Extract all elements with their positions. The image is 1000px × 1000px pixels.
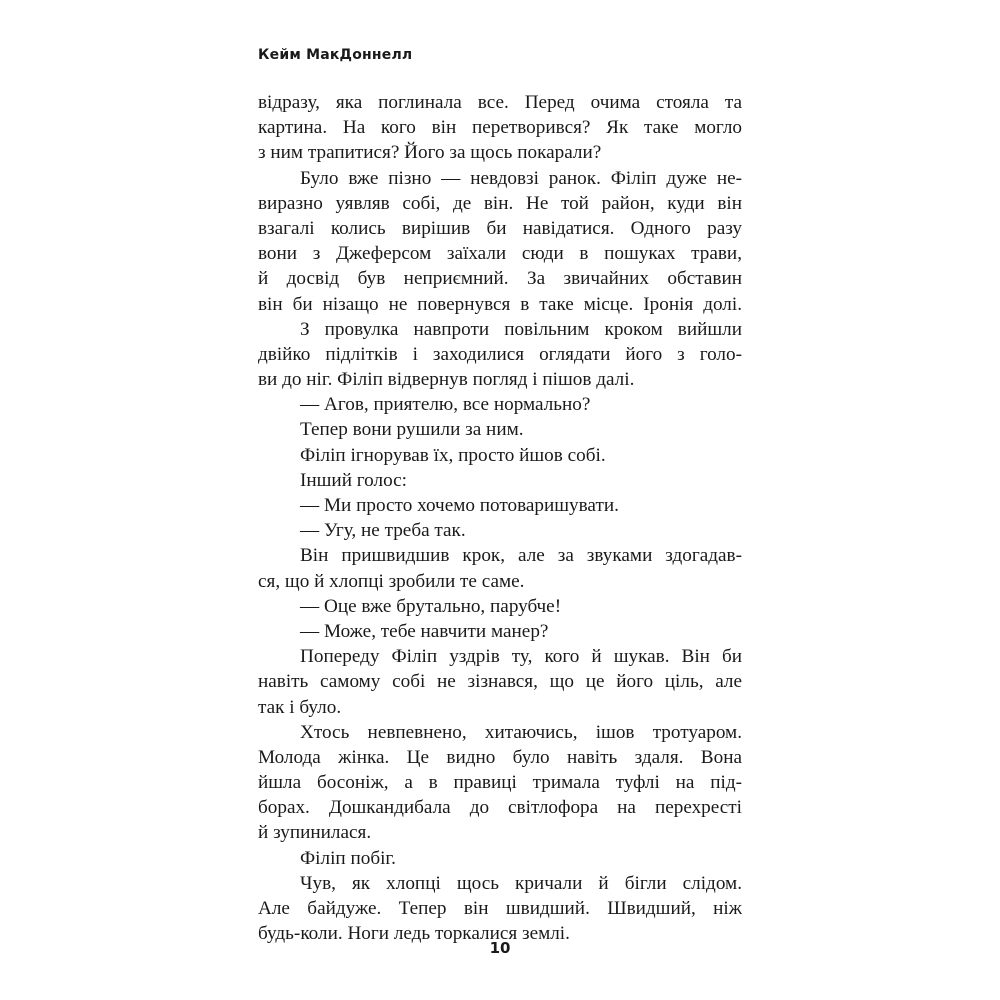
text-line: двійко підлітків і заходилися оглядати його з голо- (258, 343, 742, 365)
text-line: борах. Дошкандибала до світлофора на перехресті (258, 797, 742, 819)
running-head: Кейм МакДоннелл (258, 47, 413, 63)
text-line: — Може, тебе навчити манер? (300, 620, 549, 642)
text-line: Філіп ігнорував їх, просто йшов собі. (300, 444, 606, 466)
text-line: Він пришвидшив крок, але за звуками здогадав- (300, 545, 742, 567)
text-line: виразно уявляв собі, де він. Не той район, куди він (258, 192, 742, 214)
text-line: — Ми просто хочемо потоваришувати. (300, 495, 619, 516)
text-line: Молода жінка. Це видно було навіть здаля. Вона (258, 746, 742, 768)
text-line: з ним трапитися? Його за щось покарали? (258, 142, 602, 164)
text-line: — Агов, приятелю, все нормально? (300, 394, 591, 416)
text-line: Хтось невпевнено, хитаючись, ішов тротуаром. (300, 721, 742, 743)
text-line: — Угу, не треба так. (300, 520, 466, 542)
body-text (258, 90, 742, 946)
text-line: вони з Джеферсом заїхали сюди в пошуках трави, (258, 243, 742, 265)
text-line: ви до ніг. Філіп відвернув погляд і пішов далі. (258, 369, 635, 391)
text-line: й зупинилася. (258, 822, 372, 844)
text-line: йшла босоніж, а в правиці тримала туфлі на під- (258, 772, 742, 794)
text-line: будь-коли. Ноги ледь торкалися землі. (258, 923, 570, 945)
text-line: навіть самому собі не зізнався, що це його ціль, але (258, 671, 742, 693)
text-line: Було вже пізно — невдовзі ранок. Філіп дуже не- (300, 167, 742, 189)
text-line: Тепер вони рушили за ним. (300, 419, 524, 441)
text-line: картина. На кого він перетворився? Як таке могло (258, 117, 742, 139)
text-line: так і було. (258, 696, 342, 718)
text-line: — Оце вже брутально, парубче! (300, 595, 562, 617)
page-number: 10 (489, 939, 511, 957)
text-line: відразу, яка поглинала все. Перед очима стояла та (258, 92, 742, 113)
text-line: Інший голос: (300, 469, 407, 491)
text-line: Але байдуже. Тепер він швидший. Швидший, ніж (258, 898, 742, 919)
text-line: Попереду Філіп уздрів ту, кого й шукав. Він би (300, 646, 742, 668)
text-line: ся, що й хлопці зробили те саме. (258, 570, 525, 592)
text-line: взагалі колись вирішив би навідатися. Одного разу (258, 217, 742, 239)
text-line: й досвід був неприємний. За звичайних обставин (258, 268, 742, 290)
text-line: Чув, як хлопці щось кричали й бігли слідом. (300, 872, 742, 894)
text-line: З провулка навпроти повільним кроком вийшли (300, 318, 742, 340)
text-line: він би нізащо не повернувся в таке місце. Іронія долі. (258, 293, 742, 315)
text-line: Філіп побіг. (300, 847, 396, 869)
